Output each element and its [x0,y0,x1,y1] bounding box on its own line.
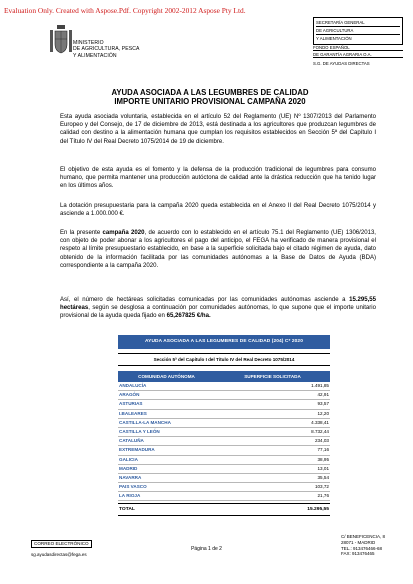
surface-value: 8.732,44 [311,428,329,434]
surface-value: 38,95 [317,456,329,462]
table-body [118,382,330,501]
region-name: ANDALUCÍA [119,383,147,388]
text-run: , según se desglosa a continuación por comunidades autónomas, lo que supone que el importe unitario provisional de la ayuda queda fijado en [60,305,376,320]
evaluation-watermark: Evaluation Only. Created with Aspose.Pdf. Copyright 2002-2012 Aspose Pty Ltd. [4,6,246,15]
surface-value: 1.491,85 [311,383,329,388]
secretaria-line: Y ALIMENTACIÓN [316,36,352,42]
surface-value: 35,54 [317,474,329,480]
table-row [118,465,330,474]
table-row [118,437,330,446]
document-title [40,88,380,106]
region-name: I.BALEARES [119,410,147,416]
region-name: LA RIOJA [119,493,141,499]
region-name: ARAGÓN [119,392,140,398]
paragraph-intro: Esta ayuda asociada voluntaria, establecida en el artículo 52 del Reglamento (UE) Nº 1307/2013 del Parlamento Europeo y del Consejo, de 17 de diciembre de 2013, está destinada a los agricultores que produzcan legumbres de calidad con destino a la alimentación humana que cumplan los requisitos establecidos en Sección 5ª del Capítulo I del Título IV del Real Decreto 1075/2014 de 19 de diciembre. [60,114,376,145]
surface-value: 42,91 [317,392,329,398]
email-label: CORREO ELECTRÓNICO [31,540,92,548]
surface-value: 4.338,41 [311,419,329,425]
surface-table [118,335,330,516]
table-row [118,446,330,455]
total-label: TOTAL [119,507,135,513]
ministry-line: DE AGRICULTURA, PESCA [73,46,140,53]
fega-block [313,44,403,67]
paragraph-objective: El objetivo de esta ayuda es el fomento y la defensa de la producción tradicional de legumbres para consumo humano, que permita mantener una producción autóctona de calidad ante la drástica reducción que ha tenido lugar en los últimos años. [60,167,376,190]
table-row [118,483,330,492]
text-run: Así, el número de hectáreas solicitadas comunicadas por las comunidades autónomas asciende a [60,297,350,303]
column-header: COMUNIDAD AUTÓNOMA [138,374,195,379]
fega-line: FONDO ESPAÑOL [313,44,403,51]
ministry-line: Y ALIMENTACIÓN [73,52,117,59]
email-address[interactable]: sg.ayudasdirectas@fega.es [31,552,87,557]
table-header [118,371,330,382]
paragraph-hectares [60,296,376,321]
paragraph-budget: La dotación presupuestaria para la campaña 2020 queda establecida en el Anexo II del Real Decreto 1075/2014 y asciende a 1.000.000 €. [60,203,376,218]
table-row [118,474,330,483]
paragraph-campaign [60,229,376,270]
ministry-line: MINISTERIO [73,40,104,46]
coat-of-arms-icon [48,24,74,56]
table-row [118,419,330,428]
surface-value: 21,76 [317,493,329,499]
table-row [118,400,330,409]
address-block [341,534,385,557]
fega-line: DE GARANTÍA AGRARIA O.A. [313,51,403,58]
table-row [118,428,330,437]
column-header: SUPERFICIE SOLICITADA [244,374,301,379]
surface-value: 77,16 [317,447,329,453]
text-run: , de acuerdo con lo establecido en el artículo 75.1 del Reglamento (UE) 1306/2013, con objeto de poder abonar a los agricultores el pago del anticipo, el FEGA ha verificado de manera provisional el respeto al límite presupuestario establecido, en base a la superficie solicitada bajo el citado régimen de ayuda, dato obtenido de la información facilitada por las comunidades autónomas a la Base de Datos de Ayuda (BDA) correspondiente a la campaña 2020. [60,230,376,269]
surface-value: 103,72 [314,484,329,490]
region-name: CATALUÑA [119,438,144,444]
text-run: En la presente [60,230,103,236]
surface-value: 93,57 [317,401,329,407]
table-row [118,492,330,501]
title-line: IMPORTE UNITARIO PROVISIONAL CAMPAÑA 2020 [114,97,306,106]
secretaria-line: DE AGRICULTURA [316,27,400,35]
address-line: 28071 - MADRID [341,539,376,545]
table-total-row [118,503,330,516]
ministry-name [73,40,140,59]
surface-value: 12,20 [317,410,329,416]
region-name: ASTURIAS [119,401,143,407]
secretaria-box [313,17,403,45]
sg-line: S.G. DE AYUDAS DIRECTAS [313,60,370,66]
title-line: AYUDA ASOCIADA A LAS LEGUMBRES DE CALIDAD [111,88,309,97]
table-row [118,410,330,419]
region-name: CASTILLA Y LEÓN [119,428,160,434]
total-value: 15.295,55 [307,507,329,513]
table-row [118,382,330,391]
text-bold: 65,267825 €/ha. [166,313,211,320]
surface-value: 13,01 [317,465,329,471]
address-line: TEL.: 913476466-68 [341,545,383,551]
text-bold: 15.295,55 hectáreas [60,297,376,312]
region-name: PAIS VASCO [119,484,147,490]
region-name: MADRID [119,465,138,471]
table-row [118,456,330,465]
secretaria-line: SECRETARÍA GENERAL [316,19,400,27]
address-line: C/ BENEFICENCIA, 8 [341,534,386,539]
surface-value: 234,03 [314,438,329,444]
region-name: EXTREMADURA [119,447,155,453]
address-line: FAX: 913476465 [341,551,375,557]
region-name: NAVARRA [119,474,142,480]
table-subtitle: Sección 5ª del Capítulo I del Título IV del Real Decreto 1075/2014 [118,353,330,366]
region-name: GALICIA [119,456,138,462]
region-name: CASTILLA-LA MANCHA [119,419,171,425]
text-bold: campaña 2020 [102,230,145,236]
table-row [118,391,330,400]
page-number: Página 1 de 2 [191,546,222,552]
table-title: AYUDA ASOCIADA A LAS LEGUMBRES DE CALIDAD (204) C* 2020 [118,335,330,349]
